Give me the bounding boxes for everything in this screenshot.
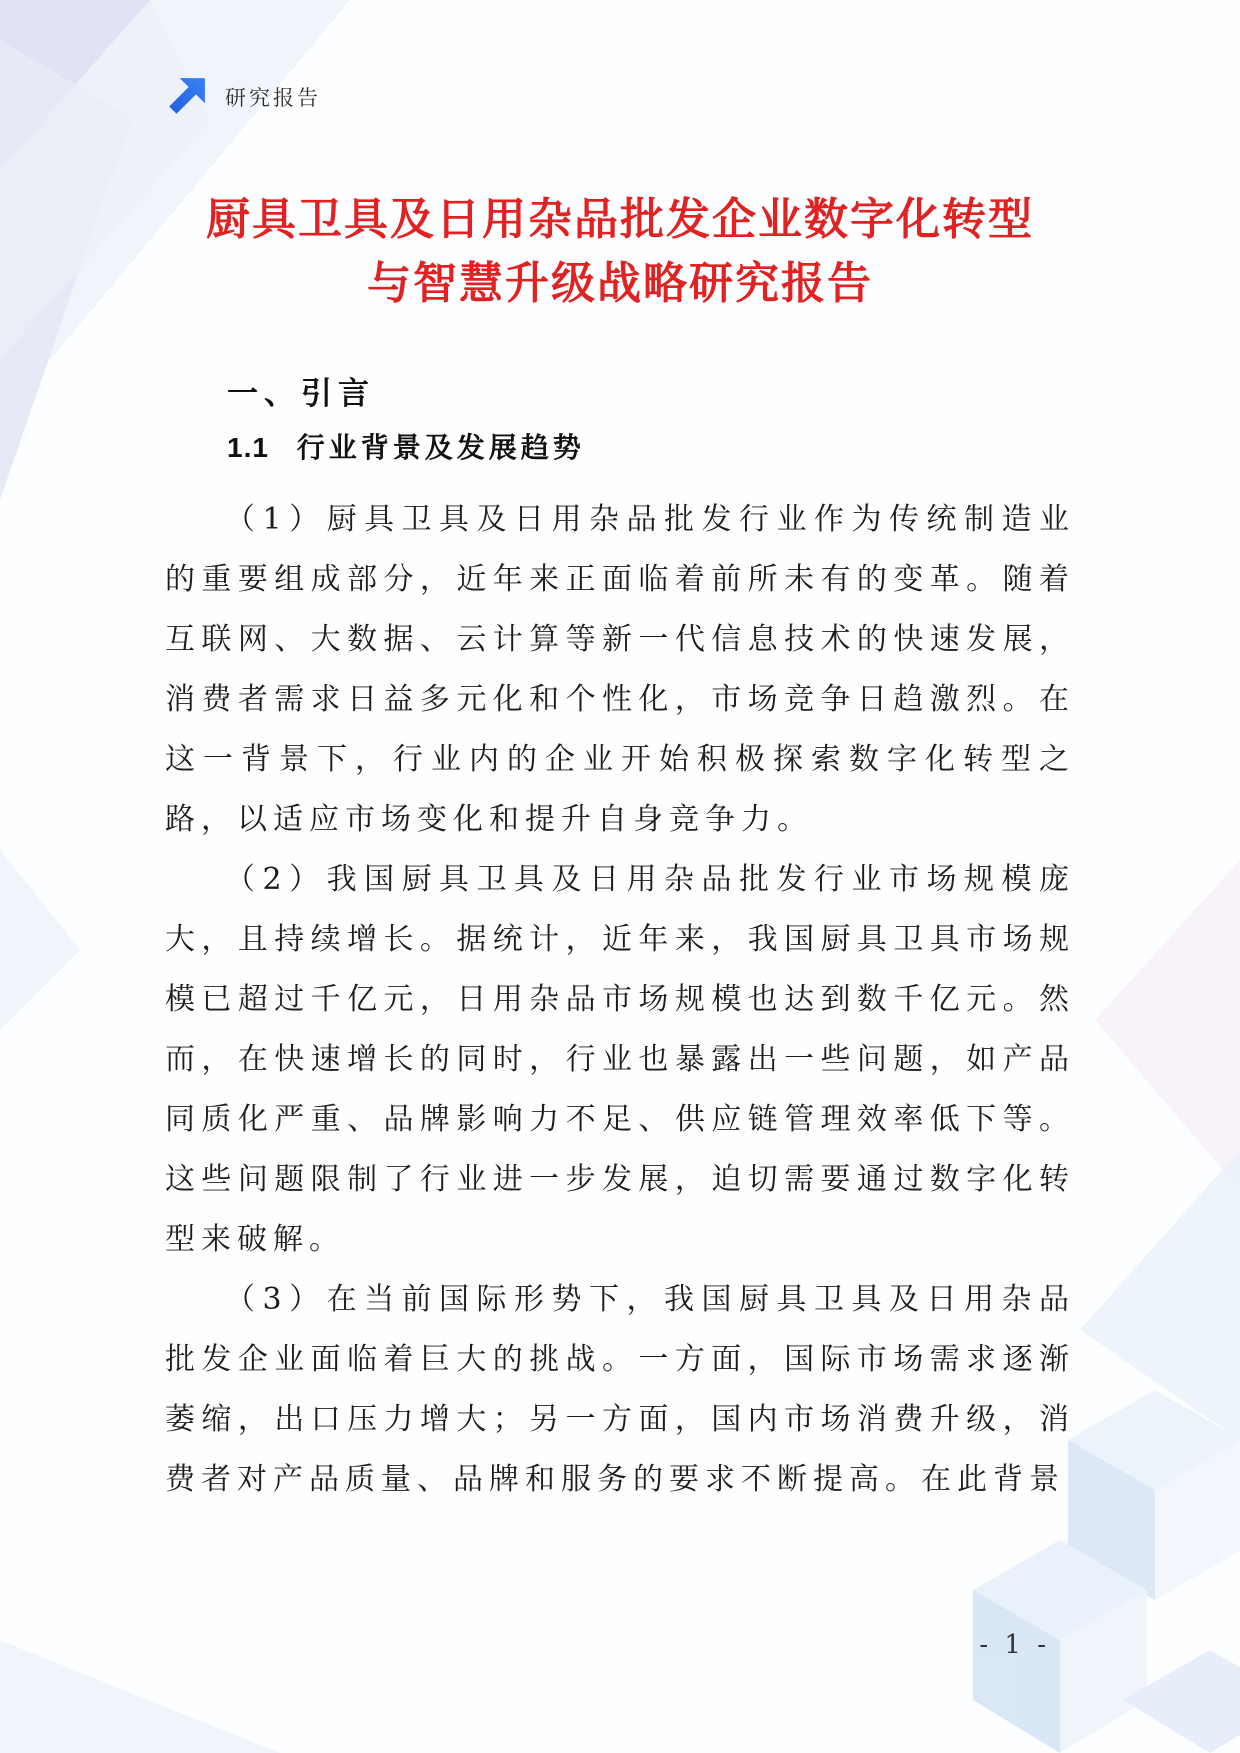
- page-number: - 1 -: [979, 1630, 1050, 1660]
- paragraph-2: （2）我国厨具卫具及日用杂品批发行业市场规模庞大，且持续增长。据统计，近年来，我国厨具卫具市场规模已超过千亿元，日用杂品市场规模也达到数千亿元。然而，在快速增长的同时，行业也暴露出一些问题，如产品同质化严重、品牌影响力不足、供应链管理效率低下等。这些问题限制了行业进一步发展，迫切需要通过数字化转型来破解。: [165, 862, 1075, 1257]
- document-title-line2: 与智慧升级战略研究报告: [367, 259, 873, 308]
- paragraph-3: （3）在当前国际形势下，我国厨具卫具及日用杂品批发企业面临着巨大的挑战。一方面，国际市场需求逐渐萎缩，出口压力增大；另一方面，国内市场消费升级，消费者对产品质量、品牌和服务的要求不断提高。在此背景: [165, 1282, 1075, 1497]
- logo-label: 研究报告: [225, 86, 321, 110]
- paragraph-1: （1）厨具卫具及日用杂品批发行业作为传统制造业的重要组成部分，近年来正面临着前所未有的变革。随着互联网、大数据、云计算等新一代信息技术的快速发展，消费者需求日益多元化和个性化，市场竞争日趋激烈。在这一背景下，行业内的企业开始积极探索数字化转型之路，以适应市场变化和提升自身竞争力。: [165, 502, 1075, 837]
- document-body: [165, 372, 1075, 1510]
- arrow-up-right-icon: [165, 76, 207, 118]
- document-title: [0, 188, 1240, 316]
- subsection-number: 1.1: [227, 432, 269, 463]
- logo: [165, 76, 321, 118]
- subsection-heading: [227, 428, 1075, 468]
- document-title-line1: 厨具卫具及日用杂品批发企业数字化转型: [206, 195, 1034, 244]
- subsection-title: 行业背景及发展趋势: [296, 431, 585, 464]
- section-heading: 一、引言: [227, 376, 375, 411]
